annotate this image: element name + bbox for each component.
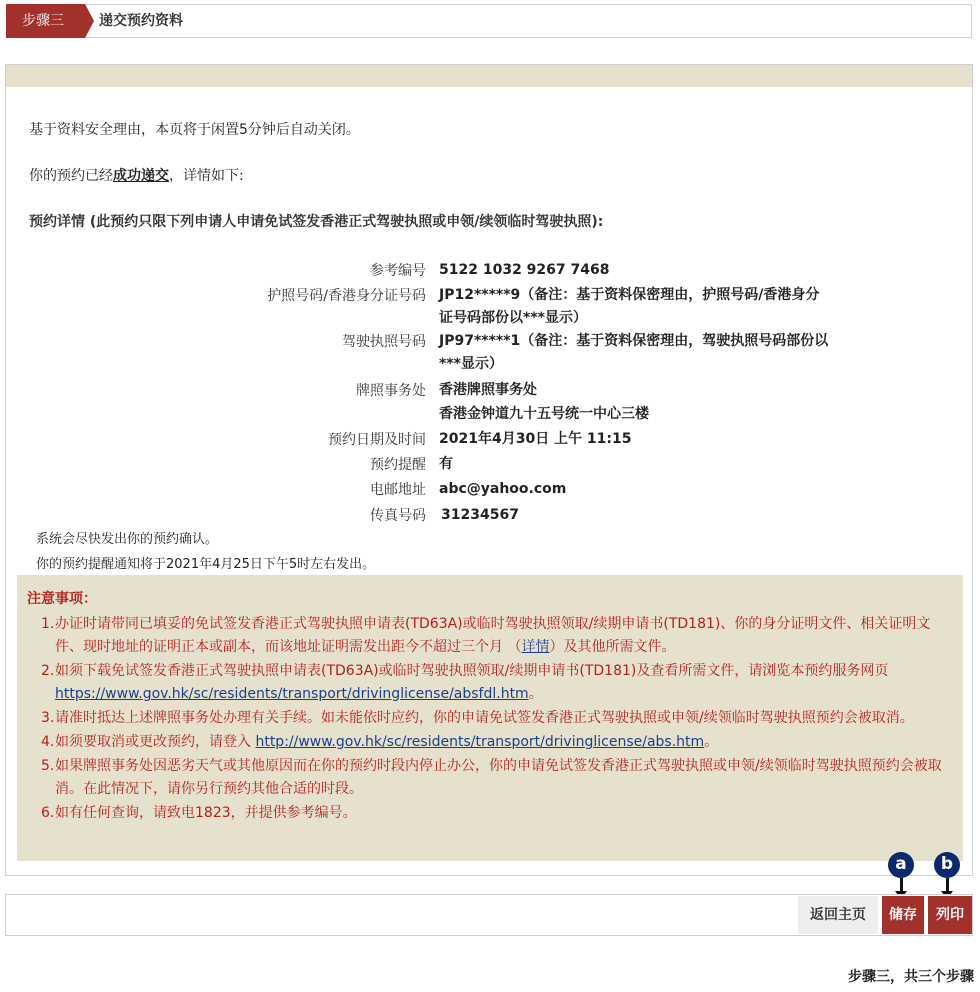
notes-item-text: 如果牌照事务处因恶劣天气或其他原因而在你的预约时段内停止办公，你的申请免试签发香港正式驾驶执照或申领/续领临时驾驶执照预约会被取消。在此情况下，请你另行预约其他合适的时段。 <box>55 758 942 797</box>
license-label: 驾驶执照号码 <box>342 334 426 350</box>
notes-item-text: 请准时抵达上述牌照事务处办理有关手续。如未能依时应约，你的申请免试签发香港正式驾驶执照或申领/续领临时驾驶执照预约会被取消。 <box>55 710 914 726</box>
step-header <box>6 4 972 38</box>
reminder-label: 预约提醒 <box>370 457 426 473</box>
fax-label: 传真号码 <box>370 508 426 524</box>
notes-item-text: 如有任何查询，请致电1823，并提供参考编号。 <box>55 805 357 821</box>
notes-item-number: 6. <box>41 805 55 821</box>
notes-item <box>27 707 953 730</box>
save-button[interactable]: 储存 <box>882 896 924 934</box>
print-button[interactable]: 列印 <box>928 896 972 934</box>
reminder-value: 有 <box>439 456 453 472</box>
passport-label: 护照号码/香港身分证号码 <box>267 288 426 304</box>
datetime-value: 2021年4月30日 上午 11:15 <box>439 431 632 447</box>
reference-value: 5122 1032 9267 7468 <box>439 262 610 278</box>
notes-item <box>27 660 953 706</box>
notes-item-text: 如须下载免试签发香港正式驾驶执照申请表(TD63A)或临时驾驶执照领取/续期申请书(TD181)及查看所需文件，请浏览本预约服务网页 <box>55 663 889 679</box>
submitted-strong: 成功递交 <box>113 168 169 184</box>
reference-label: 参考编号 <box>370 263 426 279</box>
notes-box <box>17 575 963 861</box>
step-title: 递交预约资料 <box>99 13 183 29</box>
annotation-marker-a: a <box>888 852 914 878</box>
notes-item <box>27 755 953 801</box>
passport-value: JP12*****9（备注：基于资料保密理由，护照号码/香港身分证号码部份以***显示） <box>439 287 820 326</box>
reminder-note: 你的预约提醒通知将于2021年4月25日下午5时左右发出。 <box>36 557 376 572</box>
notes-item-text: 。 <box>704 734 719 750</box>
home-button[interactable]: 返回主页 <box>798 896 878 934</box>
download-forms-link[interactable]: https://www.gov.hk/sc/residents/transport/drivinglicense/absfdl.htm <box>55 686 529 702</box>
datetime-label: 预约日期及时间 <box>328 432 426 448</box>
notes-list <box>27 613 953 825</box>
fax-value: 31234567 <box>441 507 519 523</box>
confirmation-panel <box>5 64 973 876</box>
email-value: abc@yahoo.com <box>439 481 567 497</box>
notes-item-text: 如须要取消或更改预约，请登入 <box>55 734 256 750</box>
email-label: 电邮地址 <box>370 482 426 498</box>
details-link[interactable]: 详情 <box>521 639 550 655</box>
notes-item-number: 5. <box>41 758 55 774</box>
submitted-message <box>29 165 244 185</box>
details-heading: 预约详情 (此预约只限下列申请人申请免试签发香港正式驾驶执照或申领/续领临时驾驶执照): <box>29 214 604 230</box>
security-notice: 基于资料安全理由，本页将于闲置5分钟后自动关闭。 <box>29 122 360 138</box>
office-name: 香港牌照事务处 <box>439 382 537 398</box>
arrow-down-icon <box>900 878 903 892</box>
notes-item-number: 3. <box>41 710 55 726</box>
submitted-suffix: ，详情如下: <box>169 168 244 184</box>
cancel-booking-link[interactable]: http://www.gov.hk/sc/residents/transport/drivinglicense/abs.htm <box>255 734 705 750</box>
office-address: 香港金钟道九十五号统一中心三楼 <box>439 406 649 422</box>
notes-item-text: 。 <box>528 686 543 702</box>
notes-item <box>27 802 953 825</box>
annotation-marker-b: b <box>934 852 960 878</box>
notes-item <box>27 731 953 754</box>
panel-header-band <box>6 65 972 87</box>
office-label: 牌照事务处 <box>356 383 426 399</box>
notes-item-text: 办证时请带同已填妥的免试签发香港正式驾驶执照申请表(TD63A)或临时驾驶执照领取/续期申请书(TD181)、你的身分证明文件、相关证明文件、现时地址的证明正本或副本，而该地址证明需发出距今不超过三个月 （ <box>55 616 931 655</box>
step-count: 步骤三，共三个步骤 <box>848 969 974 985</box>
notes-title: 注意事项： <box>27 591 97 607</box>
step-badge: 步骤三 <box>6 4 85 38</box>
action-bar <box>5 894 973 936</box>
notes-item-number: 1. <box>41 616 55 632</box>
notes-item <box>27 613 953 659</box>
notes-item-number: 2. <box>41 663 55 679</box>
confirmation-note: 系统会尽快发出你的预约确认。 <box>36 532 219 547</box>
license-value: JP97*****1（备注：基于资料保密理由，驾驶执照号码部份以***显示） <box>439 333 829 372</box>
step-badge-arrow <box>85 4 94 38</box>
notes-item-text: ）及其他所需文件。 <box>549 639 676 655</box>
notes-item-number: 4. <box>41 734 55 750</box>
arrow-down-icon <box>946 878 949 892</box>
submitted-prefix: 你的预约已经 <box>29 168 113 184</box>
